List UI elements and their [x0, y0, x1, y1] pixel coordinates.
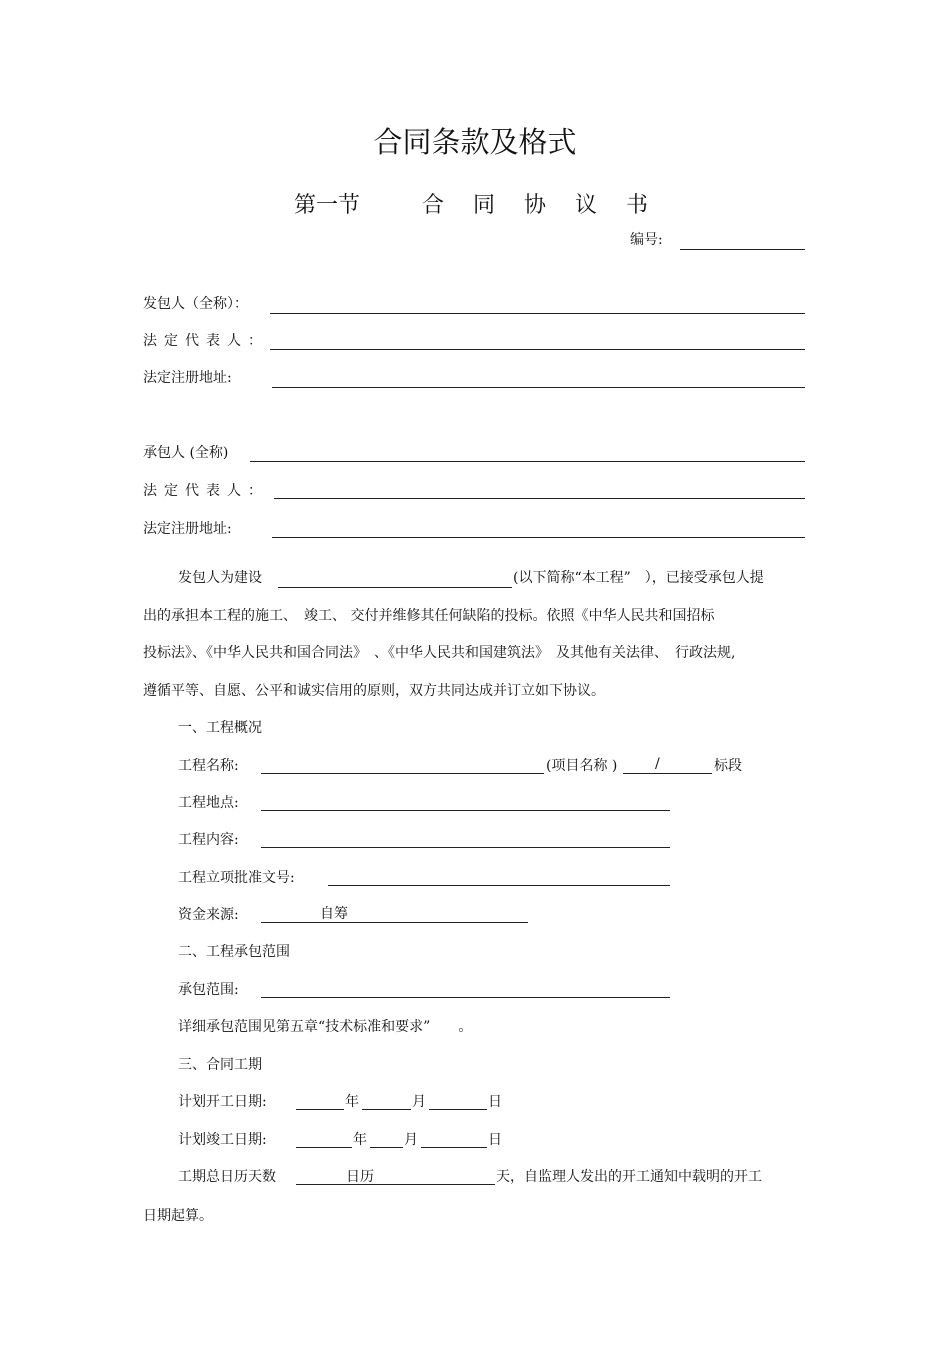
intro-line-4: 遵循平等、自愿、公平和诚实信用的原则，双方共同达成并订立如下协议。 — [143, 683, 605, 699]
project-location-field[interactable] — [261, 810, 670, 811]
finish-year-label: 年 — [353, 1132, 367, 1148]
project-content-field[interactable] — [261, 847, 670, 848]
lot-slash: / — [655, 756, 660, 772]
funding-source-field[interactable] — [261, 922, 528, 923]
lot-field[interactable] — [623, 773, 712, 774]
scope-field[interactable] — [261, 997, 670, 998]
duration-label: 工期总日历天数 — [178, 1169, 276, 1185]
section-3-heading: 三、合同工期 — [178, 1057, 262, 1073]
duration-rest-text: 天，自监理人发出的开工通知中载明的开工 — [496, 1169, 762, 1185]
start-month-field[interactable] — [362, 1109, 411, 1110]
finish-month-label: 月 — [404, 1132, 418, 1148]
section-1-heading: 一、工程概况 — [178, 720, 262, 736]
finish-day-field[interactable] — [421, 1147, 487, 1148]
intro-line-3: 投标法》、《中华人民共和国合同法》 、《中华人民共和国建筑法》 及其他有关法律、 行政法规, — [143, 645, 736, 661]
employer-rep-field[interactable] — [270, 349, 805, 350]
contractor-name-field[interactable] — [250, 461, 805, 462]
contractor-address-field[interactable] — [272, 537, 805, 538]
start-month-label: 月 — [412, 1094, 426, 1110]
intro-text-start: 发包人为建设 — [178, 570, 262, 586]
finish-month-field[interactable] — [370, 1147, 403, 1148]
start-year-field[interactable] — [296, 1109, 344, 1110]
employer-address-field[interactable] — [272, 387, 805, 388]
planned-start-label: 计划开工日期: — [178, 1094, 267, 1110]
planned-finish-label: 计划竣工日期: — [178, 1132, 267, 1148]
project-content-label: 工程内容: — [178, 832, 239, 848]
section-2-heading: 二、工程承包范围 — [178, 944, 290, 960]
project-name-field[interactable] — [261, 773, 544, 774]
duration-field[interactable] — [296, 1184, 495, 1185]
finish-day-label: 日 — [488, 1132, 502, 1148]
duration-value: 日历 — [346, 1169, 374, 1185]
section-number: 第一节 — [294, 193, 361, 218]
employer-address-label: 法定注册地址: — [143, 370, 232, 386]
employer-rep-label: 法定代表人： — [143, 333, 269, 349]
start-year-label: 年 — [345, 1094, 359, 1110]
funding-source-value: 自筹 — [320, 906, 348, 922]
project-build-field[interactable] — [278, 587, 512, 588]
funding-source-label: 资金来源: — [178, 907, 239, 923]
project-location-label: 工程地点: — [178, 795, 239, 811]
project-name-paren-label: (项目名称 ) — [546, 758, 618, 774]
employer-name-field[interactable] — [270, 313, 805, 314]
number-field[interactable] — [680, 249, 805, 250]
contractor-address-label: 法定注册地址: — [143, 521, 232, 537]
intro-line-2: 出的承担本工程的施工、 竣工、 交付并维修其任何缺陷的投标。依照《中华人民共和国招标 — [143, 608, 715, 624]
number-label: 编号: — [630, 232, 663, 248]
intro-text-mid: (以下简称“本工程” ），已接受承包人提 — [513, 570, 764, 586]
scope-detail: 详细承包范围见第五章“技术标准和要求” 。 — [178, 1019, 473, 1035]
contractor-rep-label: 法定代表人： — [143, 483, 269, 499]
scope-label: 承包范围: — [178, 982, 239, 998]
approval-number-field[interactable] — [328, 885, 670, 886]
finish-year-field[interactable] — [296, 1147, 352, 1148]
contractor-rep-field[interactable] — [274, 498, 805, 499]
project-name-label: 工程名称: — [178, 758, 239, 774]
employer-name-label: 发包人（全称）： — [143, 296, 248, 312]
start-day-label: 日 — [488, 1094, 502, 1110]
section-heading — [0, 192, 950, 220]
approval-number-label: 工程立项批准文号: — [178, 870, 295, 886]
lot-label: 标段 — [714, 758, 742, 774]
document-title: 合同条款及格式 — [373, 125, 577, 159]
contractor-name-label: 承包人 (全称) — [143, 445, 229, 461]
section-name: 合 同 协 议 书 — [422, 193, 656, 218]
duration-line-2: 日期起算。 — [143, 1208, 213, 1224]
start-day-field[interactable] — [429, 1109, 487, 1110]
